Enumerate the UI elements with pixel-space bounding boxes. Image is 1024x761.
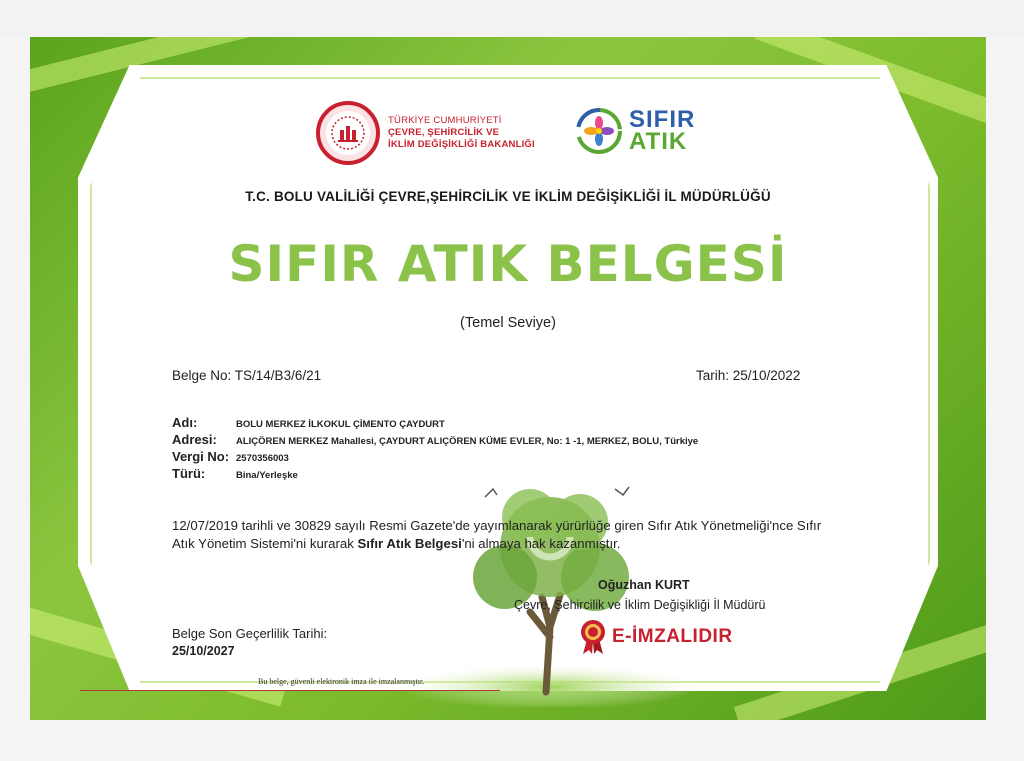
e-signature-stamp: [578, 619, 733, 655]
ministry-logo: [316, 101, 535, 165]
validity-label: Belge Son Geçerlilik Tarihi:: [172, 626, 328, 641]
ministry-line-3: İKLİM DEĞİŞİKLİĞİ BAKANLIĞI: [388, 139, 535, 150]
directorate-heading: T.C. BOLU VALİLİĞİ ÇEVRE,ŞEHİRCİLİK VE İKLİM DEĞİŞİKLİĞİ İL MÜDÜRLÜĞÜ: [245, 189, 771, 204]
ministry-seal-icon: [316, 101, 380, 165]
page-top-margin: [0, 0, 1024, 36]
zero-waste-flower-icon: [575, 107, 623, 155]
award-ribbon-icon: [578, 619, 608, 655]
footer-rule: [80, 690, 500, 691]
document-date: Tarih: 25/10/2022: [696, 368, 801, 383]
info-value: Bina/Yerleşke: [236, 470, 298, 481]
info-value: BOLU MERKEZ İLKOKUL ÇİMENTO ÇAYDURT: [236, 419, 445, 430]
signer-title: Çevre, Şehircilik ve İklim Değişikliği İl Müdürü: [514, 598, 766, 612]
info-row-address: [172, 432, 698, 449]
zero-waste-line-2: ATIK: [629, 128, 688, 155]
info-row-type: [172, 466, 698, 483]
zero-waste-logo: [575, 107, 695, 155]
document-number: Belge No: TS/14/B3/6/21: [172, 368, 322, 383]
e-signature-footnote: Bu belge, güvenli elektronik imza ile imzalanmıştır.: [258, 677, 425, 686]
e-signature-label: E-İMZALIDIR: [612, 626, 733, 647]
info-label: Adı:: [172, 415, 198, 430]
validity-date: 25/10/2027: [172, 644, 235, 658]
info-row-name: [172, 415, 698, 432]
info-value: ALIÇÖREN MERKEZ Mahallesi, ÇAYDURT ALIÇÖREN KÜME EVLER, No: 1 -1, MERKEZ, BOLU, Türkiye: [236, 436, 699, 447]
holder-info: [172, 415, 698, 483]
certificate-title: SIFIR ATIK BELGESİ: [228, 235, 788, 293]
ministry-line-2: ÇEVRE, ŞEHİRCİLİK VE: [388, 127, 500, 138]
tree-illustration: [410, 477, 700, 707]
info-row-tax-no: [172, 449, 698, 466]
certificate-statement: [172, 517, 832, 553]
info-value: 2570356003: [236, 453, 289, 464]
signer-name: Oğuzhan KURT: [598, 578, 690, 592]
info-label: Adresi:: [172, 432, 217, 447]
page-bottom-margin: [0, 720, 1024, 761]
certificate-level: (Temel Seviye): [460, 315, 556, 331]
statement-bold: Sıfır Atık Belgesi: [357, 536, 462, 551]
statement-part-1: 12/07/2019 tarihli ve 30829 sayılı Resmi Gazete'de yayımlanarak yürürlüğe giren Sıfır Atık Yönetmeliği'nce Sıfır Atık Yönetim Sistemi'ni kurarak: [172, 518, 822, 551]
certificate: [30, 37, 986, 720]
info-label: Türü:: [172, 466, 206, 481]
statement-part-2: 'ni almaya hak kazanmıştır.: [461, 536, 621, 551]
info-label: Vergi No:: [172, 449, 230, 464]
ministry-line-1: TÜRKİYE CUMHURİYETİ: [388, 115, 502, 126]
zero-waste-line-1: SIFIR: [629, 106, 696, 133]
